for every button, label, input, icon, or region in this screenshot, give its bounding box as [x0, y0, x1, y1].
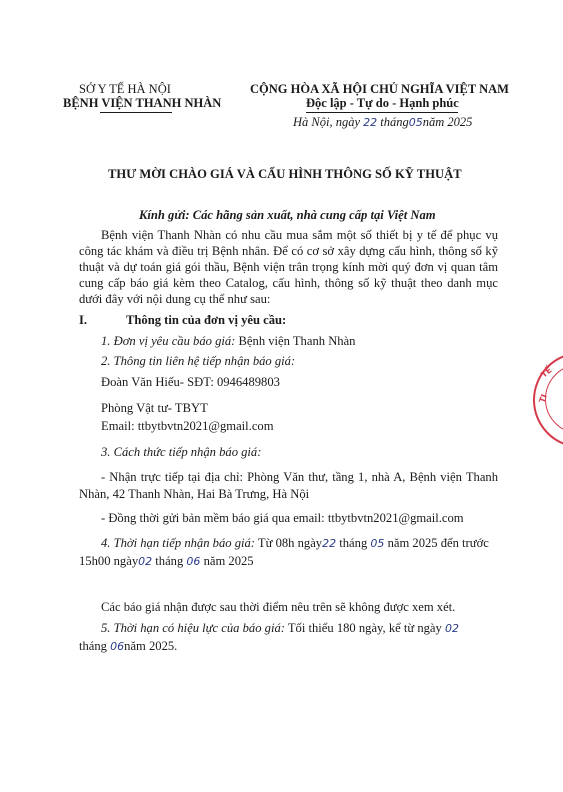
item-5-tail: năm 2025.: [124, 639, 178, 653]
late-submission-note: Các báo giá nhận được sau thời điểm nêu trên sẽ không được xem xét.: [101, 600, 456, 614]
section-1-heading: Thông tin của đơn vị yêu cầu:: [126, 313, 287, 327]
item-4-month-label: tháng: [339, 536, 368, 550]
item-1: [101, 333, 355, 349]
document-title: THƯ MỜI CHÀO GIÁ VÀ CẤU HÌNH THÔNG SỐ KỸ THUẬT: [108, 167, 462, 181]
item-1-value: Bệnh viện Thanh Nhàn: [238, 334, 356, 348]
section-1-number: I.: [79, 313, 88, 327]
item-5-month-handwritten: 06: [110, 640, 125, 653]
item-3-direct-line-2: Nhàn, 42 Thanh Nhàn, Hai Bà Trưng, Hà Nội: [79, 487, 310, 501]
item-4-to-tail: năm 2025: [203, 554, 254, 568]
intro-line-3: thuật và dự toán giá gói thầu, Bệnh viện trân trọng kính mời quý đơn vị quan tâm: [79, 260, 498, 274]
intro-line-1: Bệnh viện Thanh Nhàn có nhu cầu mua sắm một số thiết bị y tế để phục vụ: [101, 228, 498, 242]
hospital-underline: [100, 112, 172, 113]
recipient-line: Kính gửi: Các hãng sản xuất, nhà cung cấp tại Việt Nam: [139, 208, 436, 222]
item-3-direct-line-1: - Nhận trực tiếp tại địa chỉ: Phòng Văn thư, tầng 1, nhà A, Bệnh viện Thanh: [101, 470, 498, 484]
intro-line-2: công tác khám và điều trị Bệnh nhân. Để có cơ sở xây dựng cấu hình, thông số kỹ: [79, 244, 498, 258]
item-3-email-line: - Đồng thời gửi bản mềm báo giá qua email: ttbytbvtn2021@gmail.com: [101, 511, 464, 525]
stamp-text-side: TI: [537, 392, 549, 405]
contact-name-phone: Đoàn Văn Hiếu- SĐT: 0946489803: [101, 375, 280, 389]
item-4-label: 4. Thời hạn tiếp nhận báo giá:: [101, 536, 255, 550]
agency-name: SỞ Y TẾ HÀ NỘI: [79, 82, 171, 96]
date-month-handwritten: 05: [408, 116, 423, 129]
stamp-text-top: TẾ: [539, 365, 554, 380]
date-prefix: Hà Nội, ngày: [293, 115, 361, 129]
item-4-to-prefix: 15h00 ngày: [79, 554, 139, 568]
date-month-label: tháng: [380, 115, 409, 129]
item-3-label: 3. Cách thức tiếp nhận báo giá:: [101, 445, 262, 459]
item-5-value: Tối thiểu 180 ngày, kể từ ngày: [287, 621, 442, 635]
date-day-handwritten: 22: [363, 116, 378, 129]
item-4-from-text: Từ 08h ngày: [257, 536, 323, 550]
item-5-label: 5. Thời hạn có hiệu lực của báo giá:: [101, 621, 285, 635]
item-5-day-handwritten: 02: [444, 622, 459, 635]
item-4-from-day-handwritten: 22: [322, 537, 337, 550]
hospital-name: BỆNH VIỆN THANH NHÀN: [63, 96, 222, 110]
item-5-month-label: tháng: [79, 639, 107, 653]
national-motto: Độc lập - Tự do - Hạnh phúc: [306, 96, 459, 110]
date-year: năm 2025: [422, 115, 473, 129]
contact-email: Email: ttbytbvtn2021@gmail.com: [101, 419, 274, 433]
item-4-from-month-handwritten: 05: [370, 537, 385, 550]
item-5-line-1: [101, 620, 459, 637]
item-1-label: 1. Đơn vị yêu cầu báo giá:: [101, 334, 236, 348]
item-2-label: 2. Thông tin liên hệ tiếp nhận báo giá:: [101, 354, 296, 368]
item-5-line-2: [79, 638, 177, 655]
intro-line-4: cung cấp báo giá kèm theo Catalog, cấu hình, thông số kỹ thuật theo danh mục: [79, 276, 498, 290]
item-4-to-month-label: tháng: [155, 554, 184, 568]
item-4-to-month-handwritten: 06: [186, 555, 201, 568]
item-4-line-1: [101, 535, 489, 552]
issue-date: [293, 115, 472, 130]
item-4-from-tail: năm 2025 đến trước: [387, 536, 489, 550]
motto-underline: [306, 112, 458, 113]
item-4-to-day-handwritten: 02: [138, 555, 153, 568]
country-name: CỘNG HÒA XÃ HỘI CHỦ NGHĨA VIỆT NAM: [250, 82, 509, 96]
contact-department: Phòng Vật tư- TBYT: [101, 401, 208, 415]
official-stamp: [533, 352, 563, 448]
intro-line-5: dưới đây với nội dung cụ thể như sau:: [79, 292, 271, 306]
item-4-line-2: [79, 553, 254, 570]
